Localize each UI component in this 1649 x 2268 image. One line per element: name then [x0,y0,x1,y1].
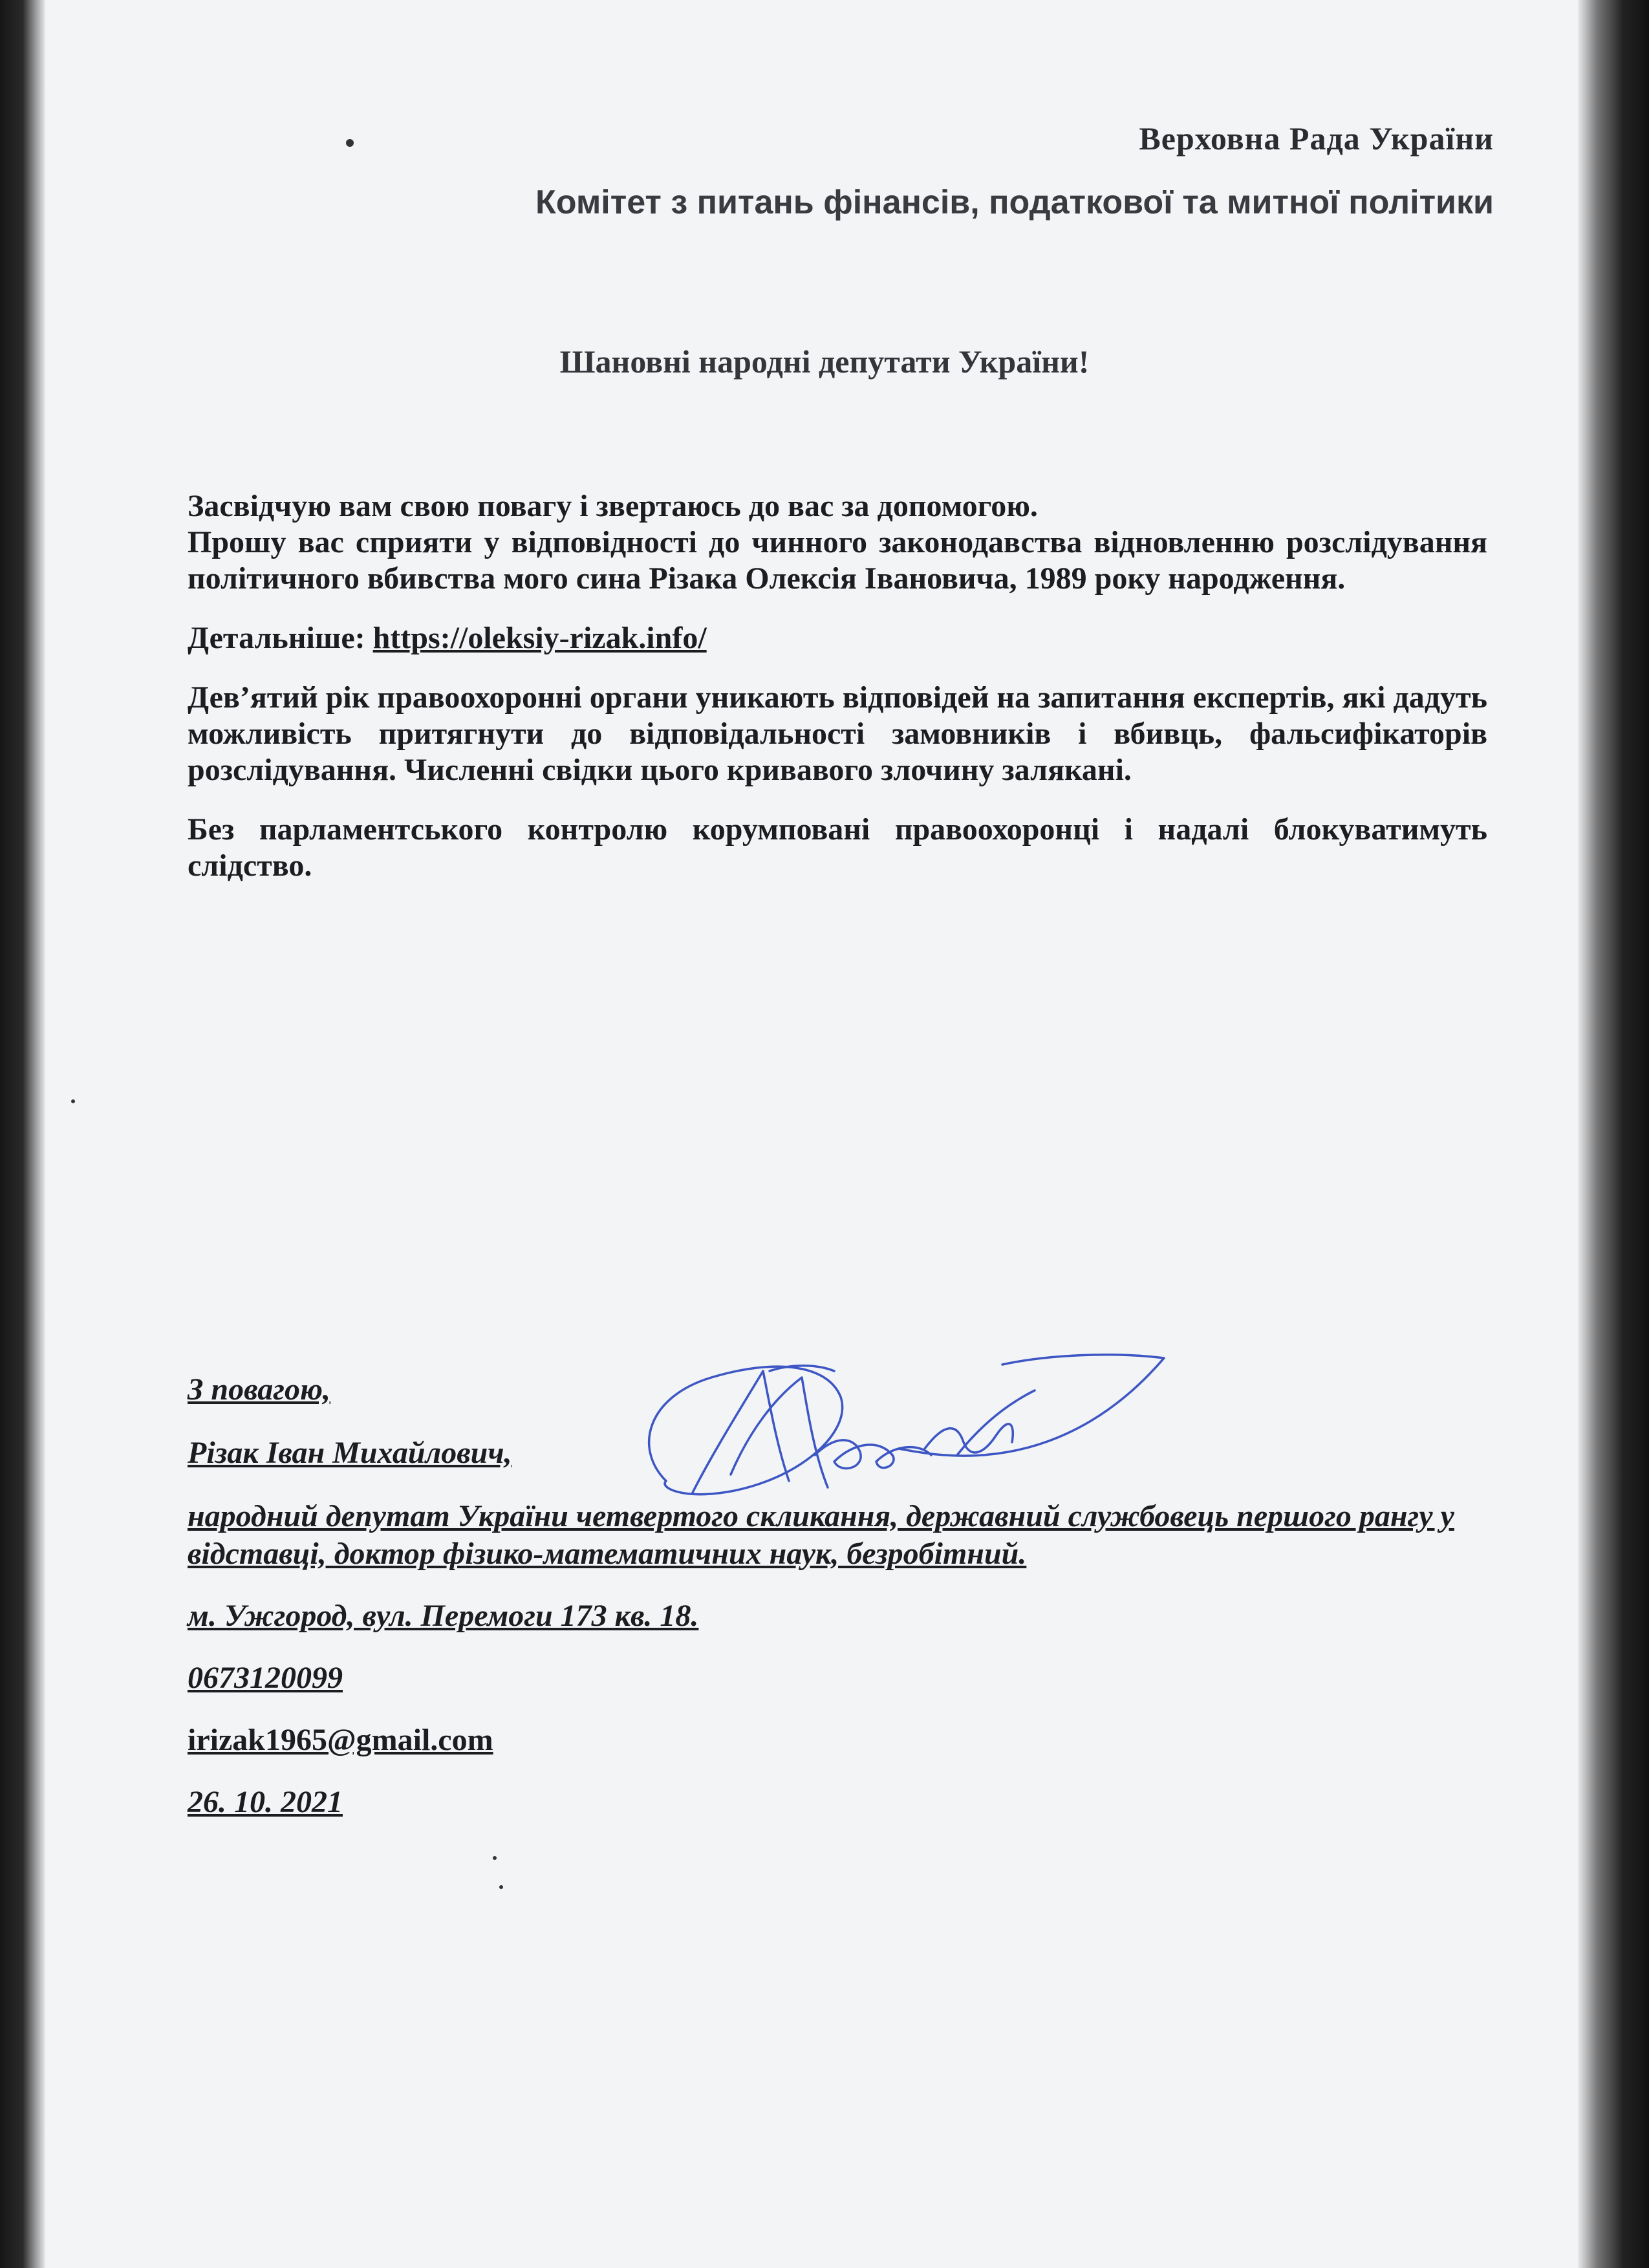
body-paragraph-1-line-1: Засвідчую вам свою повагу і звертаюсь до вас за допомогою. [188,489,1038,523]
salutation: Шановні народні депутати України! [559,343,1090,380]
parliament-name: Верховна Рада України [1139,120,1494,157]
body-paragraph-2: Дев’ятий рік правоохоронні органи уникають відповідей на запитання експертів, які дадуть можливість притягнути до відповідальності замовників і вбивць, фальсифікаторів розслідування. Численні свідки цього кривавого злочину залякані. [188,680,1487,787]
signer-phone: 0673120099 [188,1661,343,1695]
closing-text: З повагою, [188,1372,330,1407]
letter-header [535,120,1494,222]
scan-speck [493,1856,497,1860]
signer-address: м. Ужгород, вул. Перемоги 173 кв. 18. [188,1599,699,1633]
scan-speck [346,139,354,147]
detail-line [188,620,1487,656]
detail-label: Детальніше: [188,621,365,655]
scan-right-edge [1578,0,1649,2268]
letter-body [188,488,1487,884]
detail-link[interactable]: https://oleksiy-rizak.info/ [372,621,707,655]
signer-title: народний депутат України четвертого скликання, державний службовець першого рангу у відставці, доктор фізико-математичних наук, безробітний. [188,1499,1454,1571]
signer-name: Різак Іван Михайлович, [188,1436,512,1470]
body-paragraph-3: Без парламентського контролю корумповані правоохоронці і надалі блокуватимуть слідство. [188,812,1487,883]
letter-date: 26. 10. 2021 [188,1785,343,1819]
signer-email: irizak1965@gmail.com [188,1723,493,1757]
body-paragraph-1-line-2: Прошу вас сприяти у відповідності до чинного законодавства відновленню розслідування політичного вбивства мого сина Різака Олексія Івановича, 1989 року народження. [188,525,1487,596]
handwritten-signature [621,1326,1190,1520]
committee-name: Комітет з питань фінансів, податкової та митної політики [535,184,1494,221]
scan-speck [499,1885,503,1889]
scan-left-edge [0,0,45,2268]
scan-speck [71,1099,75,1103]
